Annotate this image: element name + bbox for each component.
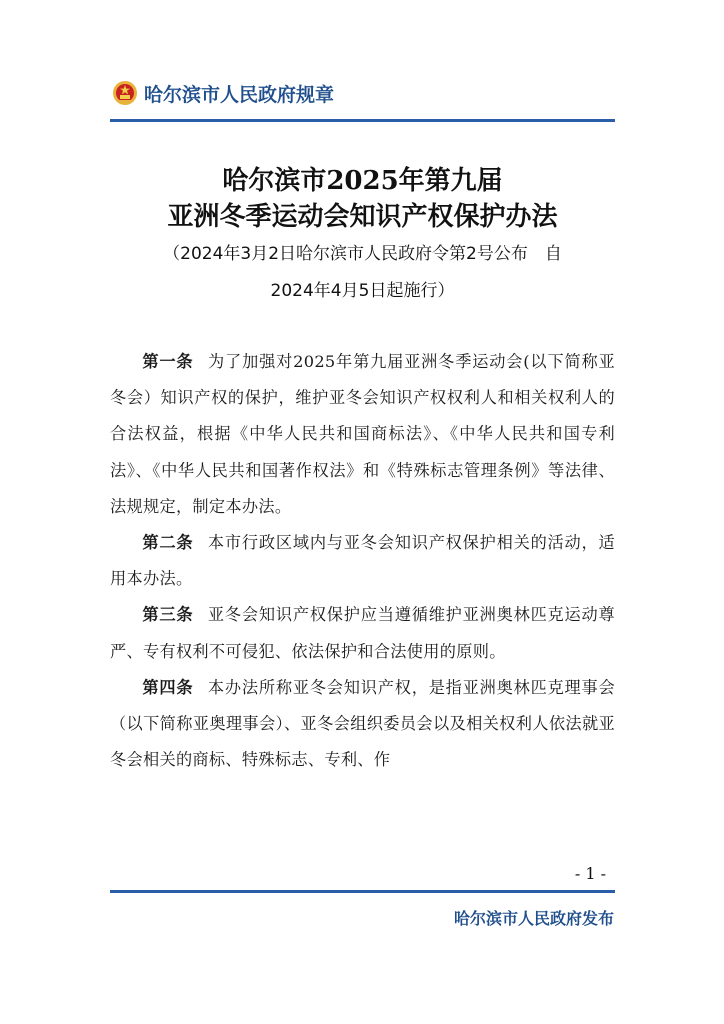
document-title-line-1: 哈尔滨市2025年第九届 xyxy=(222,166,503,196)
document-subtitle-line-1: （2024年3月2日哈尔滨市人民政府令第2号公布 自 xyxy=(163,244,562,264)
article-2 xyxy=(110,525,615,597)
page-number: - 1 - xyxy=(574,864,606,883)
article-number: 第四条 xyxy=(142,677,194,697)
header-divider xyxy=(110,119,615,122)
article-text: 为了加强对2025年第九届亚洲冬季运动会(以下简称亚冬会）知识产权的保护，维护亚冬会知识产权权利人和相关权利人的合法权益，根据《中华人民共和国商标法》、《中华人民共和国专利法》、《中华人民共和国著作权法》和《特殊标志管理条例》等法律、法规规定，制定本办法。 xyxy=(110,352,615,516)
national-emblem-icon xyxy=(112,80,138,106)
document-header xyxy=(112,78,334,108)
article-text: 本市行政区域内与亚冬会知识产权保护相关的活动，适用本办法。 xyxy=(110,533,615,589)
header-title: 哈尔滨市人民政府规章 xyxy=(144,83,335,106)
article-number: 第二条 xyxy=(142,533,194,553)
article-number: 第三条 xyxy=(142,605,194,625)
article-text: 本办法所称亚冬会知识产权，是指亚洲奥林匹克理事会（以下简称亚奥理事会）、亚冬会组织委员会以及相关权利人依法就亚冬会相关的商标、特殊标志、专利、作 xyxy=(110,677,615,770)
document-title-line-2: 亚洲冬季运动会知识产权保护办法 xyxy=(167,202,558,232)
article-4 xyxy=(110,670,615,779)
footer-publisher: 哈尔滨市人民政府发布 xyxy=(453,909,614,928)
footer-divider xyxy=(110,890,615,893)
document-body xyxy=(110,344,615,778)
article-1 xyxy=(110,344,615,525)
article-3 xyxy=(110,597,615,669)
article-number: 第一条 xyxy=(142,352,194,371)
article-text: 亚冬会知识产权保护应当遵循维护亚洲奥林匹克运动尊严、专有权利不可侵犯、依法保护和合法使用的原则。 xyxy=(110,605,615,661)
document-subtitle-line-2: 2024年4月5日起施行） xyxy=(270,281,455,301)
